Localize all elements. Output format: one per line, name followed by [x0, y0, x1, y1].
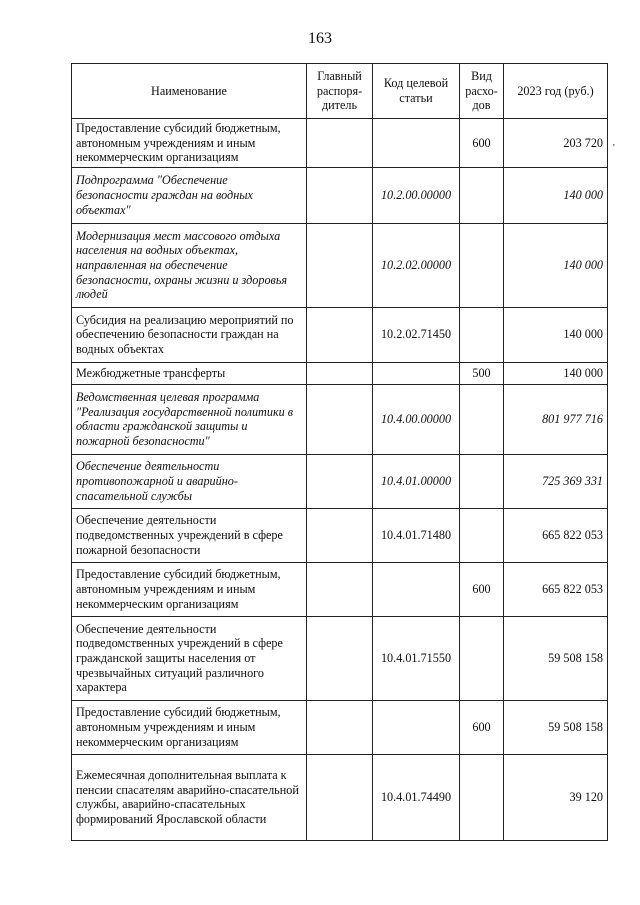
cell-name: Предоставление субсидий бюджетным, автономным учреждениям и иным некоммерческим организациям: [72, 562, 307, 616]
cell-type: [460, 454, 504, 508]
cell-amount: 665 822 053: [504, 562, 608, 616]
cell-type: 500: [460, 362, 504, 384]
table-row: [72, 616, 608, 700]
header-amount: 2023 год (руб.): [504, 64, 608, 119]
cell-amount: 203 720: [504, 119, 608, 168]
cell-amount: 59 508 158: [504, 700, 608, 754]
cell-code: [373, 119, 460, 168]
cell-type: [460, 616, 504, 700]
table-row: [72, 454, 608, 508]
cell-admin: [307, 167, 373, 223]
cell-type: 600: [460, 562, 504, 616]
page-number: 163: [308, 30, 332, 47]
cell-admin: [307, 223, 373, 307]
cell-admin: [307, 616, 373, 700]
cell-amount: 39 120: [504, 754, 608, 840]
cell-code: 10.2.00.00000: [373, 167, 460, 223]
table-row: [72, 384, 608, 454]
cell-admin: [307, 508, 373, 562]
cell-name: Ежемесячная дополнительная выплата к пенсии спасателям аварийно-спасательной службы, аварийно-спасательных формирований Ярославской области: [72, 754, 307, 840]
cell-code: 10.4.01.71550: [373, 616, 460, 700]
header-type: Вид расхо-дов: [460, 64, 504, 119]
cell-admin: [307, 454, 373, 508]
cell-code: 10.2.02.00000: [373, 223, 460, 307]
cell-type: [460, 223, 504, 307]
cell-code: 10.4.00.00000: [373, 384, 460, 454]
cell-name: Обеспечение деятельности противопожарной и аварийно-спасательной службы: [72, 454, 307, 508]
cell-code: [373, 562, 460, 616]
header-name: Наименование: [72, 64, 307, 119]
margin-mark: ': [613, 143, 615, 154]
table-row: [72, 167, 608, 223]
header-code: Код целевой статьи: [373, 64, 460, 119]
cell-name: Модернизация мест массового отдыха населения на водных объектах, направленная на обеспечение безопасности, охраны жизни и здоровья людей: [72, 223, 307, 307]
cell-code: 10.4.01.71480: [373, 508, 460, 562]
table-row: [72, 754, 608, 840]
cell-type: [460, 167, 504, 223]
cell-admin: [307, 754, 373, 840]
cell-amount: 140 000: [504, 362, 608, 384]
cell-admin: [307, 119, 373, 168]
table-row: [72, 362, 608, 384]
cell-name: Подпрограмма "Обеспечение безопасности граждан на водных объектах": [72, 167, 307, 223]
cell-code: [373, 700, 460, 754]
cell-type: [460, 508, 504, 562]
cell-name: Предоставление субсидий бюджетным, автономным учреждениям и иным некоммерческим организациям: [72, 700, 307, 754]
cell-admin: [307, 384, 373, 454]
cell-type: 600: [460, 700, 504, 754]
cell-admin: [307, 562, 373, 616]
cell-amount: 725 369 331: [504, 454, 608, 508]
cell-type: [460, 307, 504, 362]
table-row: [72, 508, 608, 562]
cell-code: [373, 362, 460, 384]
cell-amount: 665 822 053: [504, 508, 608, 562]
cell-name: Предоставление субсидий бюджетным, автономным учреждениям и иным некоммерческим организациям: [72, 119, 307, 168]
cell-name: Ведомственная целевая программа "Реализация государственной политики в области гражданской защиты и пожарной безопасности": [72, 384, 307, 454]
cell-admin: [307, 362, 373, 384]
cell-amount: 801 977 716: [504, 384, 608, 454]
cell-name: Межбюджетные трансферты: [72, 362, 307, 384]
budget-table: [71, 63, 608, 841]
header-admin: Главный распоря-дитель: [307, 64, 373, 119]
cell-name: Обеспечение деятельности подведомственных учреждений в сфере пожарной безопасности: [72, 508, 307, 562]
cell-name: Субсидия на реализацию мероприятий по обеспечению безопасности граждан на водных объектах: [72, 307, 307, 362]
table-row: [72, 119, 608, 168]
table-row: [72, 307, 608, 362]
cell-type: 600: [460, 119, 504, 168]
cell-amount: 140 000: [504, 307, 608, 362]
cell-name: Обеспечение деятельности подведомственных учреждений в сфере гражданской защиты населения от чрезвычайных ситуаций различного характера: [72, 616, 307, 700]
cell-amount: 140 000: [504, 167, 608, 223]
cell-type: [460, 754, 504, 840]
cell-admin: [307, 307, 373, 362]
cell-code: 10.2.02.71450: [373, 307, 460, 362]
cell-type: [460, 384, 504, 454]
cell-amount: 59 508 158: [504, 616, 608, 700]
table-row: [72, 562, 608, 616]
table-header-row: [72, 64, 608, 119]
table-row: [72, 223, 608, 307]
table-row: [72, 700, 608, 754]
cell-amount: 140 000: [504, 223, 608, 307]
cell-code: 10.4.01.00000: [373, 454, 460, 508]
cell-admin: [307, 700, 373, 754]
cell-code: 10.4.01.74490: [373, 754, 460, 840]
